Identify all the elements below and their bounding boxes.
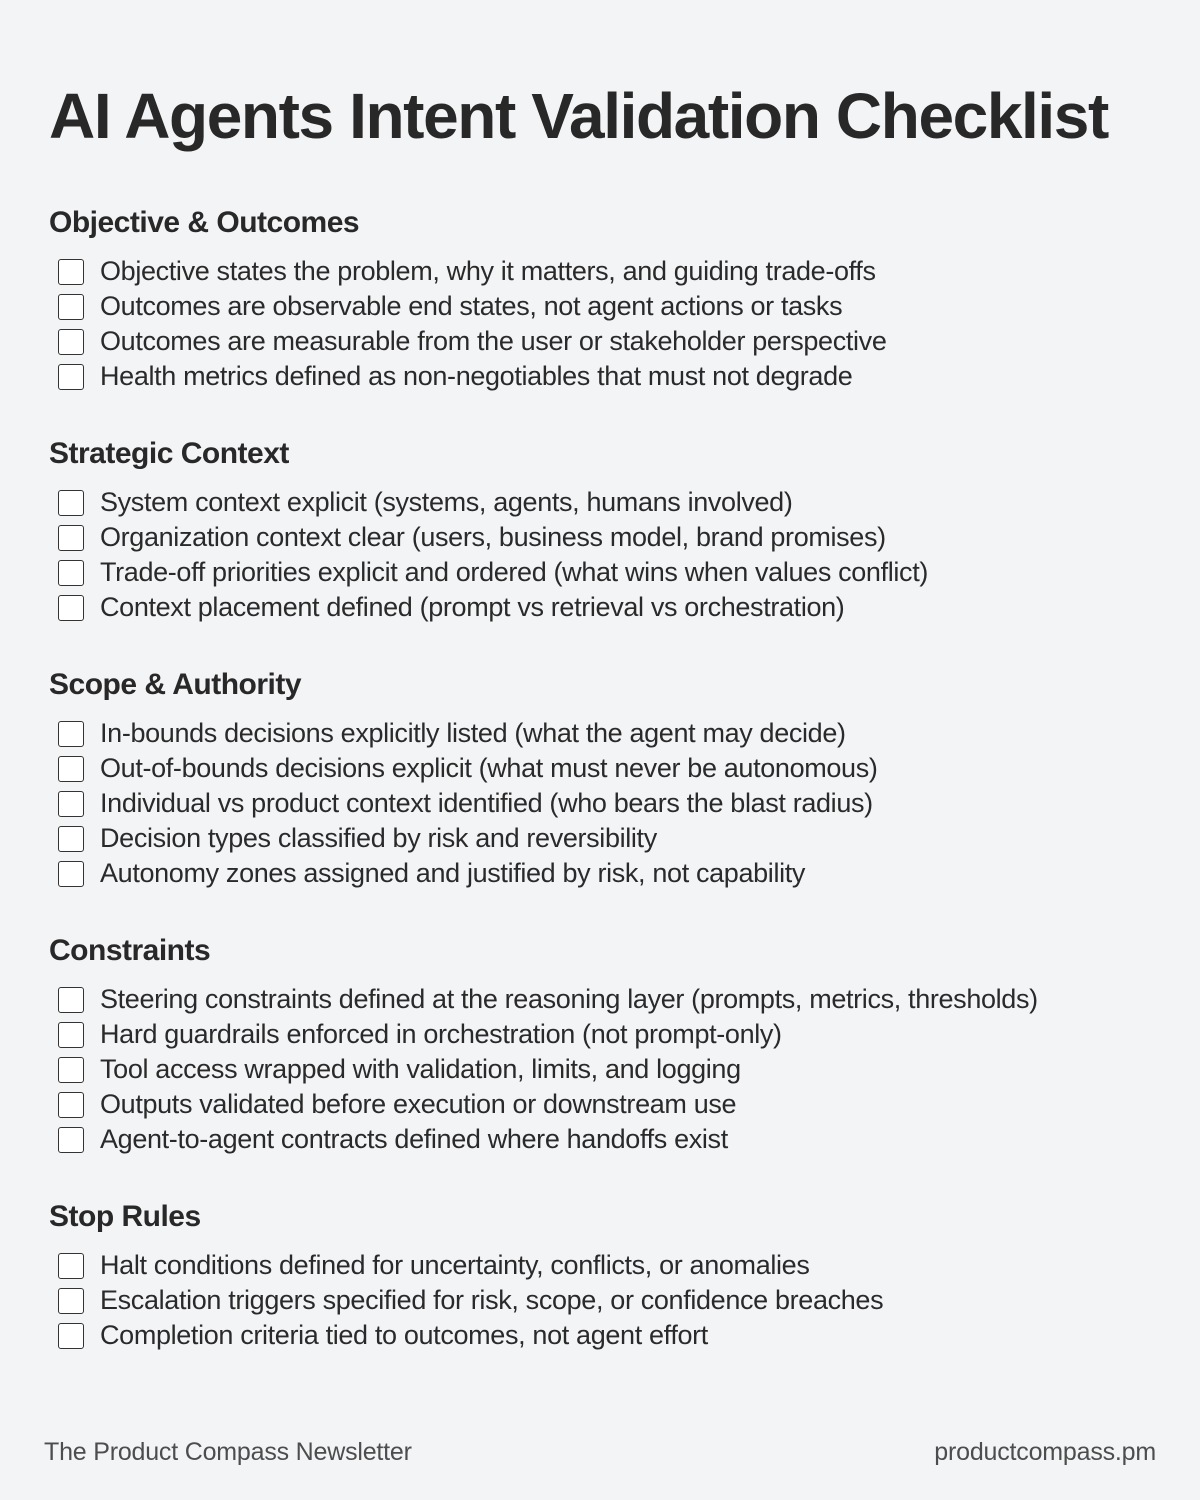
checklist-item[interactable] bbox=[49, 1283, 883, 1318]
checklist-item[interactable] bbox=[49, 1017, 1038, 1052]
checklist-item[interactable] bbox=[49, 520, 928, 555]
checklist-item-label: Objective states the problem, why it matters, and guiding trade-offs bbox=[100, 256, 876, 286]
checklist-item[interactable] bbox=[49, 716, 878, 751]
checkbox[interactable] bbox=[58, 490, 84, 516]
checkbox[interactable] bbox=[58, 595, 84, 621]
checklist-item-label: Agent-to-agent contracts defined where handoffs exist bbox=[100, 1124, 728, 1154]
checklist-item[interactable] bbox=[49, 786, 878, 821]
checkbox[interactable] bbox=[58, 1253, 84, 1279]
section-heading: Constraints bbox=[49, 934, 211, 967]
checklist-item-label: System context explicit (systems, agents, humans involved) bbox=[100, 487, 793, 517]
checklist-item-label: Trade-off priorities explicit and ordered (what wins when values conflict) bbox=[100, 557, 928, 587]
checklist-item-label: Tool access wrapped with validation, limits, and logging bbox=[100, 1054, 741, 1084]
checkbox[interactable] bbox=[58, 1323, 84, 1349]
checklist-item-label: In-bounds decisions explicitly listed (what the agent may decide) bbox=[100, 718, 846, 748]
checkbox[interactable] bbox=[58, 826, 84, 852]
section-strategic-context bbox=[49, 434, 928, 625]
checklist-item-label: Organization context clear (users, business model, brand promises) bbox=[100, 522, 886, 552]
checklist-item[interactable] bbox=[49, 856, 878, 891]
checklist-item-label: Autonomy zones assigned and justified by risk, not capability bbox=[100, 858, 806, 888]
checkbox[interactable] bbox=[58, 1127, 84, 1153]
section-heading: Stop Rules bbox=[49, 1200, 201, 1233]
checkbox[interactable] bbox=[58, 1057, 84, 1083]
checklist-item[interactable] bbox=[49, 1052, 1038, 1087]
section-scope-authority bbox=[49, 665, 878, 891]
section-heading: Strategic Context bbox=[49, 437, 289, 470]
checklist-item[interactable] bbox=[49, 982, 1038, 1017]
checklist bbox=[49, 982, 1038, 1157]
checklist-item[interactable] bbox=[49, 1248, 883, 1283]
checklist-item[interactable] bbox=[49, 254, 886, 289]
checklist-item[interactable] bbox=[49, 590, 928, 625]
checkbox[interactable] bbox=[58, 259, 84, 285]
checklist-item-label: Steering constraints defined at the reasoning layer (prompts, metrics, thresholds) bbox=[100, 984, 1038, 1014]
page-title: AI Agents Intent Validation Checklist bbox=[49, 80, 1108, 152]
checkbox[interactable] bbox=[58, 560, 84, 586]
checklist-item[interactable] bbox=[49, 485, 928, 520]
checkbox[interactable] bbox=[58, 861, 84, 887]
checklist-item-label: Outputs validated before execution or downstream use bbox=[100, 1089, 737, 1119]
checkbox[interactable] bbox=[58, 1022, 84, 1048]
checkbox[interactable] bbox=[58, 329, 84, 355]
checklist-item-label: Individual vs product context identified (who bears the blast radius) bbox=[100, 788, 873, 818]
checklist-item[interactable] bbox=[49, 324, 886, 359]
checklist-item[interactable] bbox=[49, 1087, 1038, 1122]
checkbox[interactable] bbox=[58, 1288, 84, 1314]
checklist bbox=[49, 254, 886, 394]
checklist-item[interactable] bbox=[49, 289, 886, 324]
checklist-item[interactable] bbox=[49, 821, 878, 856]
section-heading: Objective & Outcomes bbox=[49, 206, 360, 239]
checkbox[interactable] bbox=[58, 791, 84, 817]
checklist-item[interactable] bbox=[49, 751, 878, 786]
checklist-item-label: Health metrics defined as non-negotiables that must not degrade bbox=[100, 361, 853, 391]
checklist-item-label: Decision types classified by risk and reversibility bbox=[100, 823, 657, 853]
section-stop-rules bbox=[49, 1197, 883, 1353]
checkbox[interactable] bbox=[58, 721, 84, 747]
checkbox[interactable] bbox=[58, 294, 84, 320]
checklist-item[interactable] bbox=[49, 555, 928, 590]
checkbox[interactable] bbox=[58, 756, 84, 782]
checkbox[interactable] bbox=[58, 364, 84, 390]
checklist bbox=[49, 485, 928, 625]
checkbox[interactable] bbox=[58, 1092, 84, 1118]
checklist-item-label: Completion criteria tied to outcomes, not agent effort bbox=[100, 1320, 708, 1350]
checklist-item-label: Halt conditions defined for uncertainty, conflicts, or anomalies bbox=[100, 1250, 810, 1280]
checklist bbox=[49, 716, 878, 891]
section-constraints bbox=[49, 931, 1038, 1157]
checklist-item-label: Escalation triggers specified for risk, scope, or confidence breaches bbox=[100, 1285, 884, 1315]
checklist-item-label: Context placement defined (prompt vs retrieval vs orchestration) bbox=[100, 592, 845, 622]
section-heading: Scope & Authority bbox=[49, 668, 302, 701]
footer-website-link[interactable]: productcompass.pm bbox=[934, 1438, 1156, 1466]
checkbox[interactable] bbox=[58, 987, 84, 1013]
section-objective-outcomes bbox=[49, 203, 886, 394]
checklist-item[interactable] bbox=[49, 1318, 883, 1353]
checklist-item[interactable] bbox=[49, 1122, 1038, 1157]
checklist-item-label: Hard guardrails enforced in orchestration (not prompt-only) bbox=[100, 1019, 782, 1049]
footer-newsletter-name: The Product Compass Newsletter bbox=[44, 1438, 412, 1466]
checklist-item-label: Outcomes are observable end states, not agent actions or tasks bbox=[100, 291, 843, 321]
checklist-item-label: Out-of-bounds decisions explicit (what must never be autonomous) bbox=[100, 753, 878, 783]
checklist-item-label: Outcomes are measurable from the user or stakeholder perspective bbox=[100, 326, 887, 356]
checklist-item[interactable] bbox=[49, 359, 886, 394]
checklist bbox=[49, 1248, 883, 1353]
checkbox[interactable] bbox=[58, 525, 84, 551]
